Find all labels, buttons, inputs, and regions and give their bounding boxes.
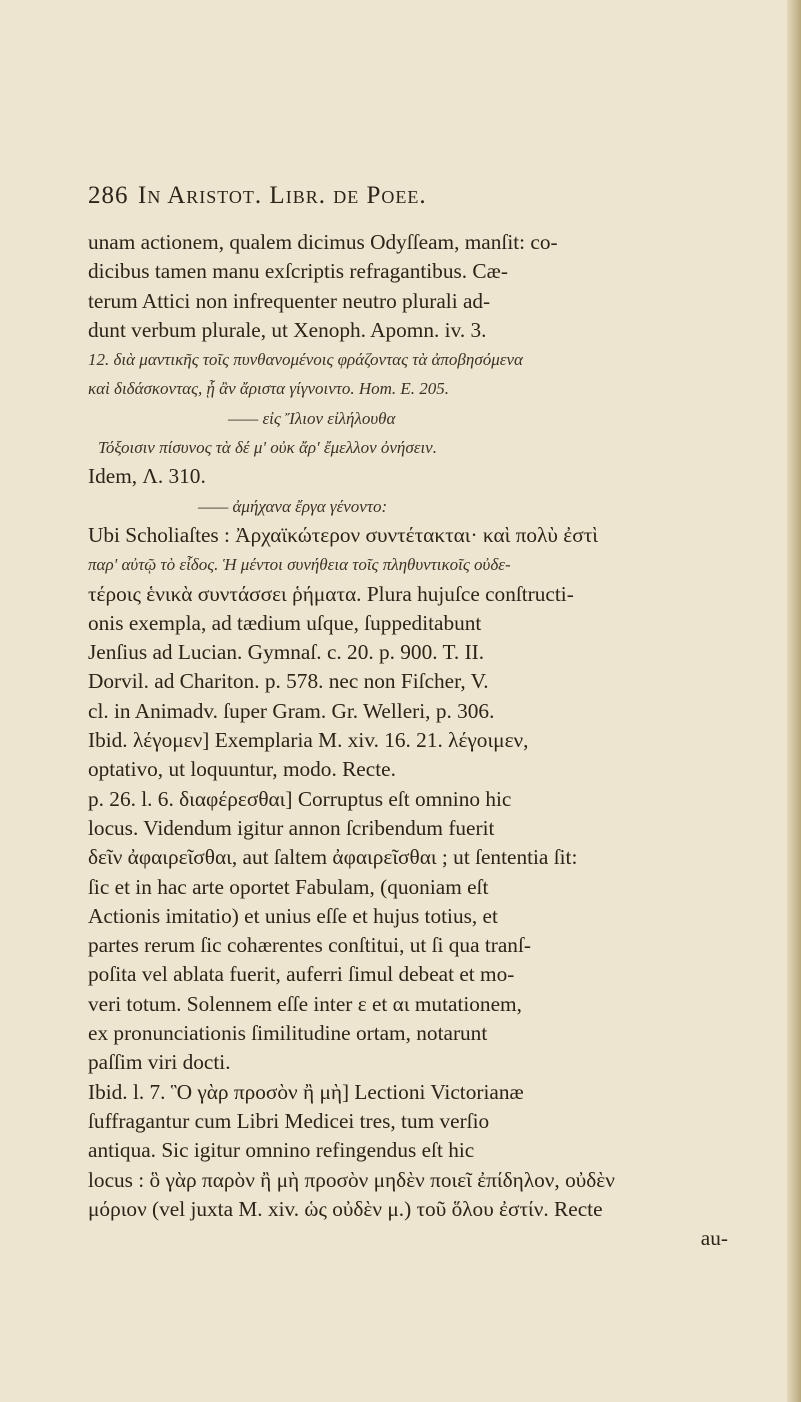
text-line: dunt verbum plurale, ut Xenoph. Apomn. iv. 3. bbox=[88, 317, 487, 342]
text-line: poſita vel ablata fuerit, auferri ſimul debeat et mo- bbox=[88, 962, 515, 987]
text-line: antiqua. Sic igitur omnino refingendus eſt hic bbox=[88, 1138, 475, 1163]
text-line: optativo, ut loquuntur, modo. Recte. bbox=[88, 757, 396, 782]
text-line: veri totum. Solennem eſſe inter ε et αι mutationem, bbox=[88, 991, 522, 1016]
page-edge bbox=[787, 0, 801, 1402]
text-line: τέροις ἑνικὰ συντάσσει ῥήματα. Plura hujuſce conſtructi- bbox=[88, 581, 574, 606]
text-line: Idem, Λ. 310. bbox=[88, 464, 206, 489]
text-line: dicibus tamen manu exſcriptis refragantibus. Cæ- bbox=[88, 259, 508, 284]
text-line: paſſim viri docti. bbox=[88, 1050, 231, 1075]
text-line: Dorvil. ad Chariton. p. 578. nec non Fiſcher, V. bbox=[88, 669, 489, 694]
text-line: ſuffragantur cum Libri Medicei tres, tum verſio bbox=[88, 1108, 490, 1133]
text-line: Jenſius ad Lucian. Gymnaſ. c. 20. p. 900. T. II. bbox=[88, 640, 485, 665]
text-line: Ibid. λέγομεν] Exemplaria M. xiv. 16. 21. λέγοιμεν, bbox=[88, 728, 529, 753]
verse-line: Τόξοισιν πίσυνος τὰ δέ μ' οὐκ ἄρ' ἔμελλον ὀνήσειν. bbox=[98, 438, 437, 458]
text-line: partes rerum ſic cohærentes conſtitui, ut ſi qua tranſ- bbox=[88, 933, 531, 958]
catchword: au- bbox=[700, 1226, 728, 1251]
running-title: In Aristot. Libr. de Poee. bbox=[138, 182, 427, 209]
greek-line: καὶ διδάσκοντας, ᾗ ἂν ἄριστα γίγνοιντο. Hom. E. 205. bbox=[88, 379, 450, 399]
text-line: unam actionem, qualem dicimus Odyſſeam, manſit: co- bbox=[88, 230, 558, 254]
text-line: δεῖν ἀφαιρεῖσθαι, aut ſaltem ἀφαιρεῖσθαι ; ut ſententia ſit: bbox=[88, 845, 578, 870]
text-line: terum Attici non infrequenter neutro plurali ad- bbox=[88, 288, 491, 313]
text-line: Ubi Scholiaſtes : Ἀρχαϊκώτερον συντέτακται· καὶ πολὺ ἐστὶ bbox=[88, 522, 598, 547]
text-line: locus. Videndum igitur annon ſcribendum fuerit bbox=[88, 815, 495, 840]
greek-line: παρ' αὐτῷ τὸ εἶδος. Ἡ μέντοι συνήθεια τοῖς πληθυντικοῖς οὐδε- bbox=[88, 555, 511, 575]
running-header bbox=[88, 182, 728, 210]
page-number: 286 bbox=[88, 182, 129, 209]
text-line: Ibid. l. 7. Ὃ γὰρ προσὸν ἢ μὴ] Lectioni Victorianæ bbox=[88, 1079, 524, 1104]
body-text bbox=[88, 228, 728, 1253]
text-line: onis exempla, ad tædium uſque, ſuppeditabunt bbox=[88, 610, 482, 635]
text-line: cl. in Animadv. ſuper Gram. Gr. Welleri, p. 306. bbox=[88, 698, 495, 723]
text-line: ex pronunciationis ſimilitudine ortam, notarunt bbox=[88, 1021, 488, 1046]
verse-line: —— ἀμήχανα ἔργα γένοντο: bbox=[198, 496, 388, 516]
book-page bbox=[88, 182, 728, 1253]
text-line: Actionis imitatio) et unius eſſe et hujus totius, et bbox=[88, 903, 498, 928]
text-line: locus : ὃ γὰρ παρὸν ἢ μὴ προσὸν μηδὲν ποιεῖ ἐπίδηλον, οὐδὲν bbox=[88, 1167, 615, 1192]
greek-line: 12. διὰ μαντικῆς τοῖς πυνθανομένοις φράζοντας τὰ ἀποβησόμενα bbox=[88, 350, 523, 370]
verse-line: —— εἰς Ἴλιον εἰλήλουθα bbox=[228, 408, 396, 428]
text-line: ſic et in hac arte oportet Fabulam, (quoniam eſt bbox=[88, 874, 489, 899]
text-line: μόριον (vel juxta M. xiv. ὡς οὐδὲν μ.) τοῦ ὅλου ἐστίν. Recte bbox=[88, 1196, 603, 1221]
text-line: p. 26. l. 6. διαφέρεσθαι] Corruptus eſt omnino hic bbox=[88, 786, 512, 811]
